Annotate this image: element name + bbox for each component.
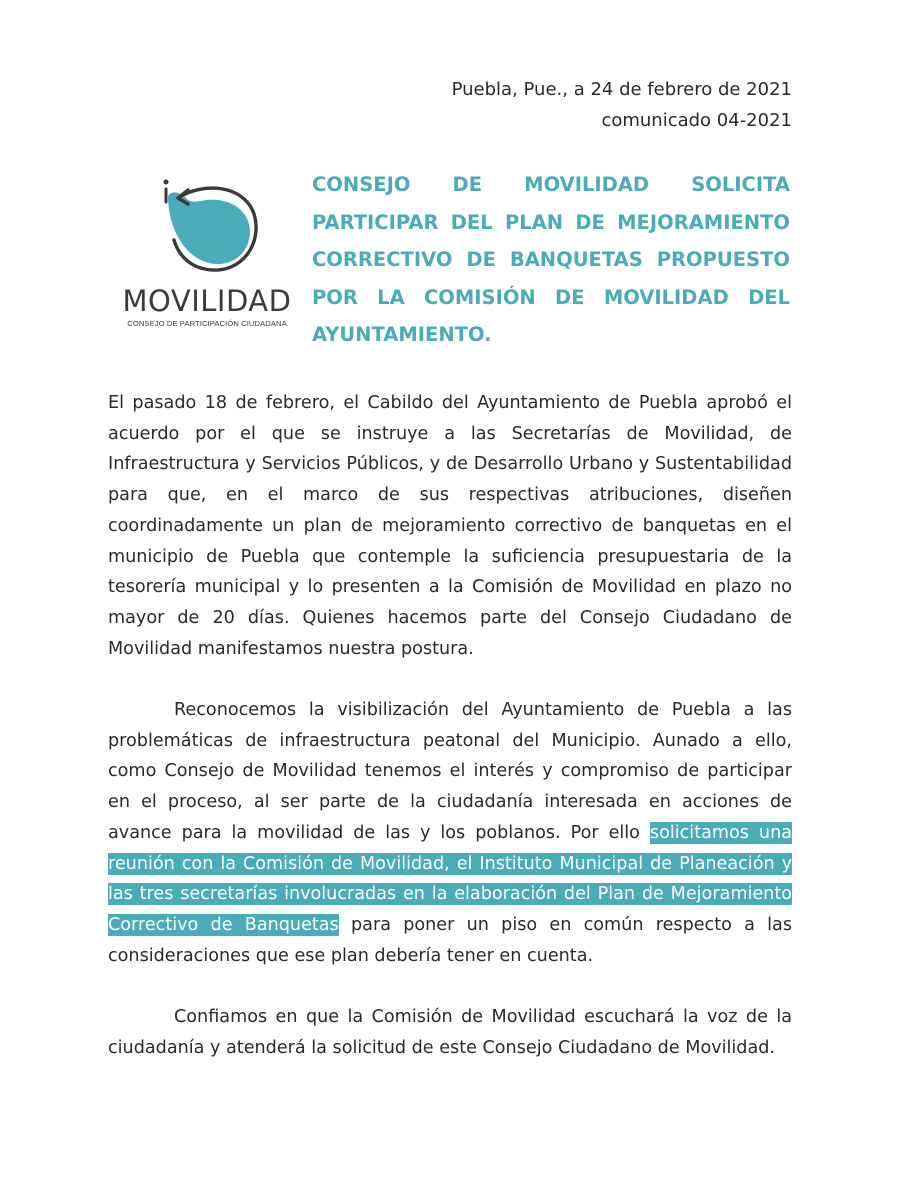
communique-number: comunicado 04-2021 bbox=[601, 110, 792, 131]
paragraph-1: El pasado 18 de febrero, el Cabildo del Ayuntamiento de Puebla aprobó el acuerdo por el que se instruye a las Secretarías de Movilidad, de Infraestructura y Servicios Públicos, y de Desarrollo Urbano y Sustentabilidad para que, en el marco de sus respectivas atribuciones, diseñen coordinadamente un plan de mejoramiento correctivo de banquetas en el municipio de Puebla que contemple la suficiencia presupuestaria de la tesorería municipal y lo presenten a la Comisión de Movilidad en plazo no mayor de 20 días. Quienes hacemos parte del Consejo Ciudadano de Movilidad manifestamos nuestra postura. bbox=[108, 393, 792, 659]
paragraph-3: Confiamos en que la Comisión de Movilidad escuchará la voz de la ciudadanía y atenderá la solicitud de este Consejo Ciudadano de Movilidad. bbox=[108, 1007, 792, 1058]
paragraph-2-intro: Reconocemos la visibilización del Ayuntamiento de Puebla a las problemáticas de infraestructura peatonal del Municipio. Aunado a ello, como Consejo de Movilidad tenemos el interés y compromiso de participar en el proceso, al ser parte de la ciudadanía interesada en acciones de avance para la movilidad de las y los poblanos. Por ello bbox=[108, 700, 792, 843]
press-release-headline: CONSEJO DE MOVILIDAD SOLICITA PARTICIPAR DEL PLAN DE MEJORAMIENTO CORRECTIVO DE BANQUETAS PROPUESTO POR LA COMISIÓN DE MOVILIDAD DEL AYUNTAMIENTO. bbox=[312, 173, 790, 346]
movilidad-logo bbox=[112, 176, 302, 336]
document-body bbox=[108, 388, 792, 1094]
paragraph-2-closing: para poner un piso en común respecto a las consideraciones que ese plan debería tener en cuenta. bbox=[108, 914, 793, 966]
paragraph-2 bbox=[108, 695, 792, 971]
logo-wordmark: MOVILIDAD bbox=[122, 284, 292, 318]
date-line: Puebla, Pue., a 24 de febrero de 2021 bbox=[451, 79, 792, 100]
document-header bbox=[452, 74, 792, 136]
highlighted-request: solicitamos una reunión con la Comisión de Movilidad, el Instituto Municipal de Planeación y las tres secretarías involucradas en la elaboración del Plan de Mejoramiento Correctivo de Banquetas bbox=[108, 822, 792, 935]
logo-subtitle: CONSEJO DE PARTICIPACIÓN CIUDADANA bbox=[127, 319, 287, 328]
movilidad-logo-icon bbox=[158, 176, 268, 276]
